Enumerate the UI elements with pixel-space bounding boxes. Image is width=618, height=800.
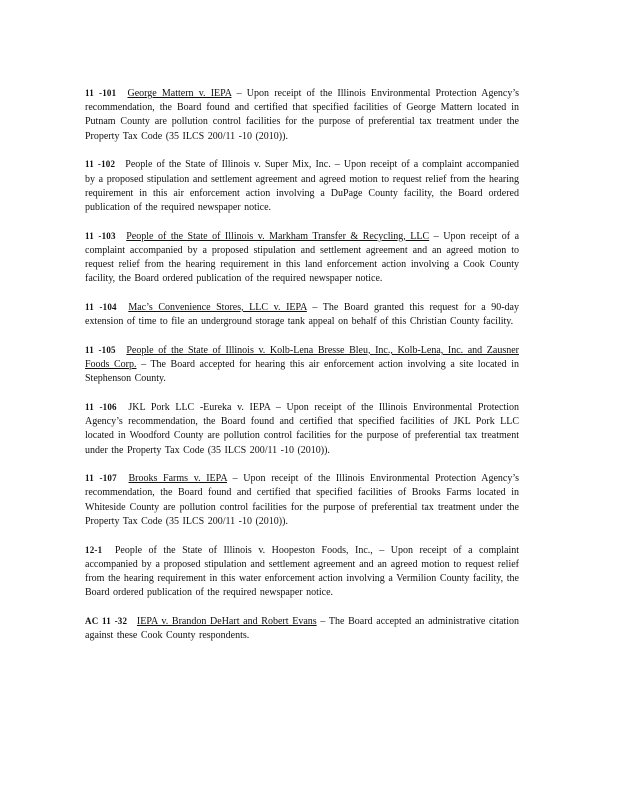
case-summary: – The Board granted this request for a 90-day extension of time to file an underground storage tank appeal on behalf of this Christian County facility. [85,301,519,328]
case-summary: – Upon receipt of a complaint accompanied by a proposed stipulation and settlement agreement and an agreed motion to request relief from the hearing requirement in this land enforcement action involving a Cook County facility, the Board ordered publication of the required newspaper notice. [85,230,520,285]
case-number: 11 -103 [85,230,116,241]
case-summary: – The Board accepted an administrative citation against these Cook County respondents. [85,615,519,642]
case-number: 11 -101 [85,88,117,98]
case-entry [85,157,519,215]
case-summary: – Upon receipt of the Illinois Environmental Protection Agency’s recommendation, the Board found and certified that specified facilities of JKL Pork LLC located in Woodford County are pollution control facilities for the purpose of preferential tax treatment under the Property Tax Code (35 ILCS 200/11 -10 (2010)). [85,401,519,456]
case-number: 11 -105 [85,344,116,355]
case-entry [85,343,519,387]
case-summary: – Upon receipt of a complaint accompanied by a proposed stipulation and settlement agreement and an agreed motion to request relief from the hearing requirement in this water enforcement action involving a Vermilion County facility, the Board ordered publication of the required newspaper notice. [85,544,520,599]
case-title: People of the State of Illinois v. Super Mix, Inc. [125,159,331,171]
case-number: 11 -107 [85,473,117,484]
case-entry [85,400,519,458]
case-summary: – Upon receipt of the Illinois Environmental Protection Agency’s recommendation, the Board found and certified that specified facilities of George Mattern located in Putnam County are pollution control facilities for the purpose of preferential tax treatment under the Property Tax Code (35 ILCS 200/11 -10 (2010)). [85,88,519,142]
case-title: Mac’s Convenience Stores, LLC v. IEPA [128,301,307,313]
case-entry [85,471,519,529]
case-title: IEPA v. Brandon DeHart and Robert Evans [136,615,317,627]
case-summaries [85,86,519,657]
case-summary: – The Board accepted for hearing this air enforcement action involving a site located in Stephenson County. [85,359,519,385]
case-number: AC 11 -32 [85,615,128,626]
case-title: Brooks Farms v. IEPA [128,473,227,485]
case-title: People of the State of Illinois v. Kolb-Lena Bresse Bleu, Inc., Kolb-Lena, Inc. and Zausner Foods Corp. [85,344,519,371]
case-summary: – Upon receipt of a complaint accompanied by a proposed stipulation and settlement agreement and agreed motion to request relief from the hearing requirement in this air enforcement action involving a DuPage County facility, the Board ordered publication of the required newspaper notice. [85,159,520,213]
case-number: 11 -104 [85,301,117,312]
case-title: People of the State of Illinois v. Hoopeston Foods, Inc., [114,544,373,556]
case-entry [85,614,519,643]
case-entry [85,86,519,144]
case-number: 11 -102 [85,159,116,170]
case-summary: – Upon receipt of the Illinois Environmental Protection Agency’s recommendation, the Board found and certified that specified facilities of Brooks Farms located in Whiteside County are pollution control facilities for the purpose of preferential tax treatment under the Property Tax Code (35 ILCS 200/11 -10 (2010)). [85,473,520,527]
case-title: George Mattern v. IEPA [127,88,232,99]
case-entry [85,229,519,287]
case-number: 12-1 [85,544,103,555]
case-number: 11 -106 [85,401,117,412]
case-entry [85,543,519,601]
case-entry [85,300,519,329]
case-title: JKL Pork LLC -Eureka v. IEPA [128,401,271,413]
case-title: People of the State of Illinois v. Markham Transfer & Recycling, LLC [126,230,430,242]
